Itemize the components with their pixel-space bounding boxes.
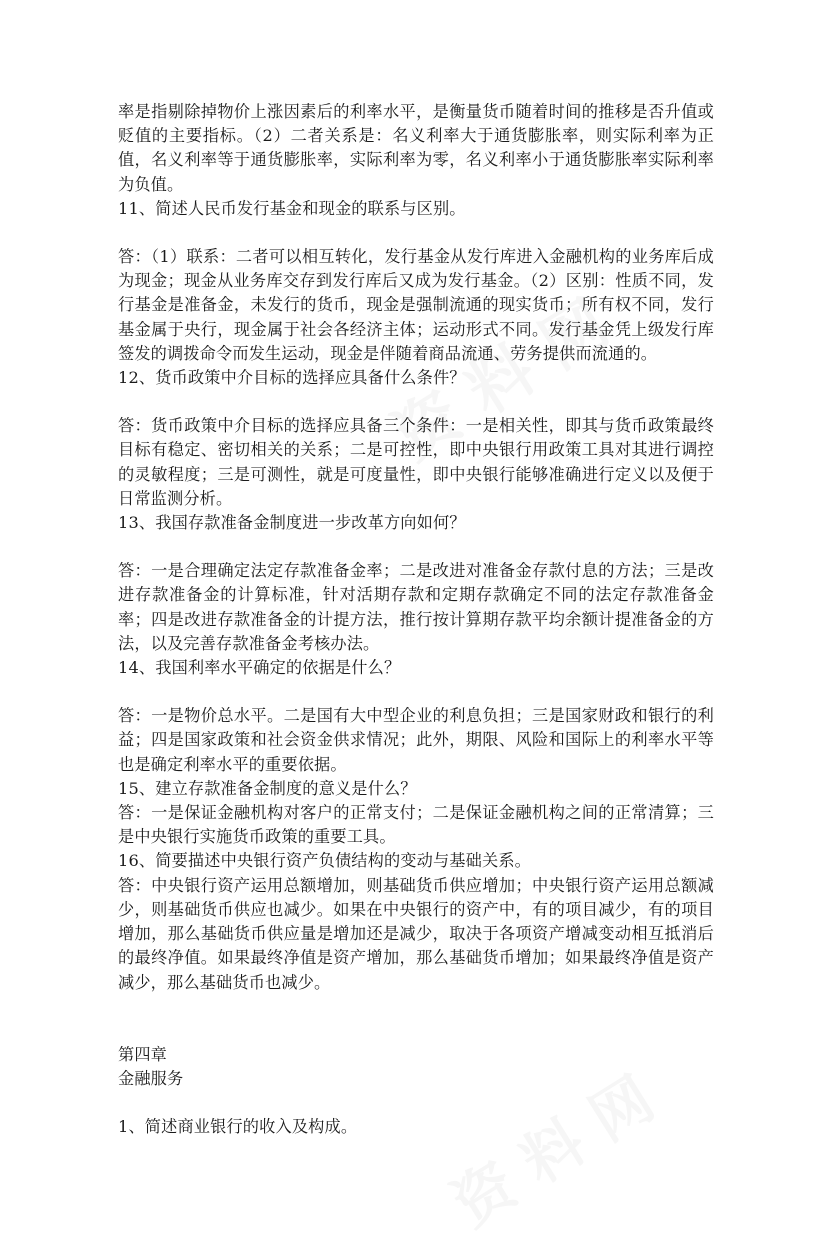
section-spacer <box>118 995 714 1043</box>
answer-13: 答：一是合理确定法定存款准备金率；二是改进对准备金存款付息的方法；三是改进存款准备金的计算标准，针对活期存款和定期存款确定不同的法定存款准备金率；四是改进存款准备金的计提方法，推行按计算期存款平均余额计提准备金的方法，以及完善存款准备金考核办法。 <box>118 561 714 653</box>
chapter-title: 金融服务 <box>118 1068 184 1088</box>
question-12: 12、货币政策中介目标的选择应具备什么条件？ <box>118 368 466 388</box>
question-15: 15、建立存款准备金制度的意义是什么？ <box>118 778 417 798</box>
document-body <box>118 100 714 1139</box>
question-11: 11、简述人民币发行基金和现金的联系与区别。 <box>118 198 466 218</box>
answer-15: 答：一是保证金融机构对客户的正常支付；二是保证金融机构之间的正常清算；三是中央银行实施货币政策的重要工具。 <box>118 803 714 847</box>
question-13: 13、我国存款准备金制度进一步改革方向如何？ <box>118 513 466 533</box>
blank-line <box>118 390 714 414</box>
chapter-question-1: 1、简述商业银行的收入及构成。 <box>118 1117 358 1137</box>
paragraph-real-interest-rate: 率是指剔除掉物价上涨因素后的利率水平，是衡量货币随着时间的推移是否升值或贬值的主要指标。（2）二者关系是：名义利率大于通货膨胀率，则实际利率为正值，名义利率等于通货膨胀率，实际利率为零，名义利率小于通货膨胀率实际利率为负值。 <box>118 102 714 194</box>
blank-line <box>118 680 714 704</box>
blank-line <box>118 535 714 559</box>
answer-12: 答：货币政策中介目标的选择应具备三个条件：一是相关性，即其与货币政策最终目标有稳定、密切相关的关系；二是可控性，即中央银行用政策工具对其进行调控的灵敏程度；三是可测性，就是可度量性，即中央银行能够准确进行定义以及便于日常监测分析。 <box>118 416 714 508</box>
question-14: 14、我国利率水平确定的依据是什么？ <box>118 658 401 678</box>
blank-line <box>118 221 714 245</box>
answer-16: 答：中央银行资产运用总额增加，则基础货币供应增加；中央银行资产运用总额减少，则基础货币供应也减少。如果在中央银行的资产中，有的项目减少，有的项目增加，那么基础货币供应量是增加还是减少，取决于各项资产增减变动相互抵消后的最终净值。如果最终净值是资产增加，那么基础货币增加；如果最终净值是资产减少，那么基础货币也减少。 <box>118 875 714 992</box>
answer-14: 答：一是物价总水平。二是国有大中型企业的利息负担；三是国家财政和银行的利益；四是国家政策和社会资金供求情况；此外，期限、风险和国际上的利率水平等也是确定利率水平的重要依据。 <box>118 706 714 774</box>
answer-11: 答：（1）联系：二者可以相互转化，发行基金从发行库进入金融机构的业务库后成为现金；现金从业务库交存到发行库后又成为发行基金。（2）区别：性质不同，发行基金是准备金，未发行的货币，现金是强制流通的现实货币；所有权不同，发行基金属于央行，现金属于社会各经济主体；运动形式不同。发行基金凭上级发行库签发的调拨命令而发生运动，现金是伴随着商品流通、劳务提供而流通的。 <box>118 247 714 363</box>
blank-line <box>118 1091 714 1115</box>
question-16: 16、简要描述中央银行资产负债结构的变动与基础关系。 <box>118 851 531 871</box>
chapter-label: 第四章 <box>118 1044 168 1064</box>
